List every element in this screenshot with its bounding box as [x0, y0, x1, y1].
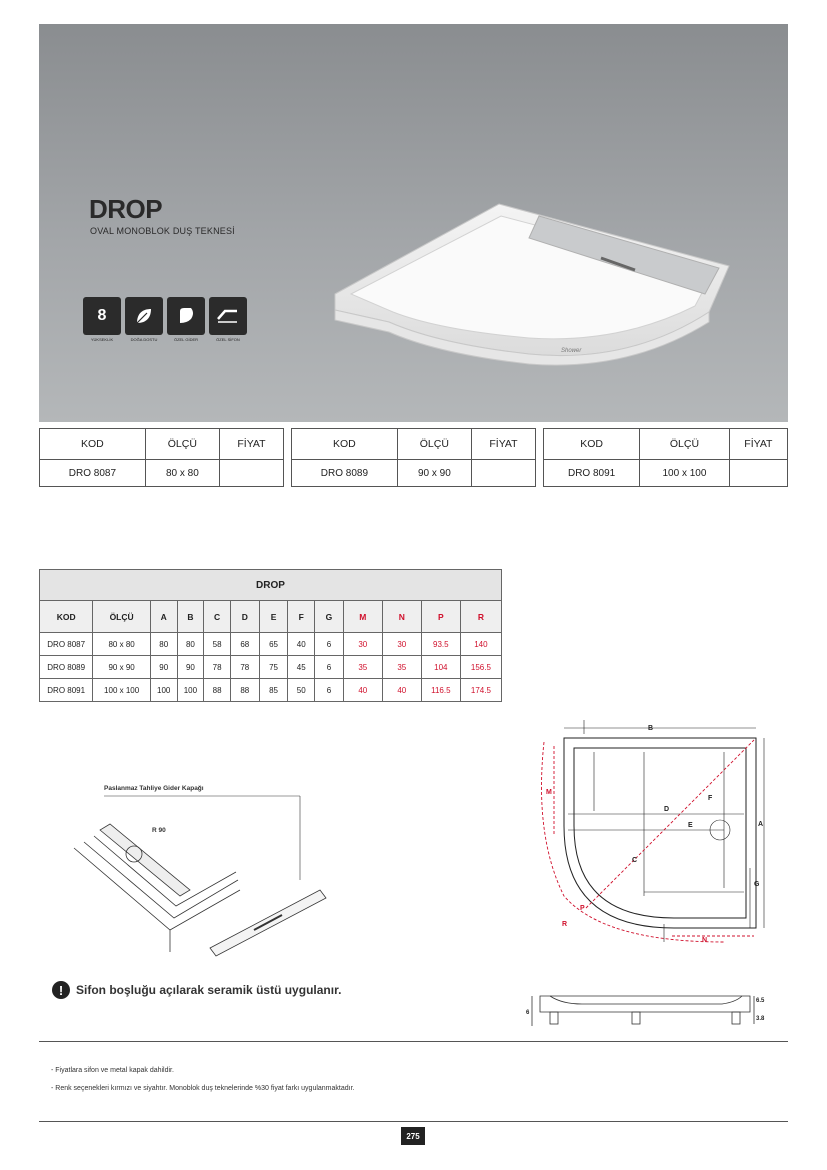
hero-banner	[39, 24, 788, 422]
table-row: DRO 8087 80 x 80 80 80 58 68 65 40 6 30 30 93.5 140	[40, 633, 502, 656]
svg-text:E: E	[688, 822, 693, 829]
dimension-table: DROP KOD ÖLÇÜ A B C D E F G M N P R DRO 8087 80 x 80 80 80 58 68 65 40 6 30 30 93.5 140 DRO 8089 90 x 90 90 90 78 78 75 45 6 35 35 104 156.5 DRO 8091 100 x 100 100 100 88 88 85 50 6 40 40 116.5 174.5	[39, 569, 502, 702]
radius-label: R 90	[152, 827, 166, 834]
badge-height: 8 YÜKSEKLİK	[83, 297, 121, 342]
divider	[39, 1121, 788, 1122]
badge-siphon: ÖZEL SİFON	[209, 297, 247, 342]
page-number: 275	[401, 1127, 425, 1145]
leaf-icon	[125, 297, 163, 335]
table-row: DRO 8089 90 x 90 90 90 78 78 75 45 6 35 35 104 156.5	[40, 656, 502, 679]
svg-text:C: C	[632, 857, 638, 864]
svg-text:P: P	[580, 905, 585, 912]
svg-text:6: 6	[526, 1010, 530, 1016]
badge-drain: ÖZEL GİDER	[167, 297, 205, 342]
price-table-8087: KOD ÖLÇÜ FİYAT DRO 8087 80 x 80	[39, 428, 284, 487]
svg-text:3.8: 3.8	[756, 1016, 765, 1022]
installation-warning: ! Sifon boşluğu açılarak seramik üstü uygulanır.	[52, 981, 341, 999]
flow-icon	[209, 297, 247, 335]
svg-text:B: B	[648, 725, 654, 732]
side-profile-drawing	[522, 986, 765, 1032]
price-table-8089: KOD ÖLÇÜ FİYAT DRO 8089 90 x 90	[291, 428, 536, 487]
table-row: DRO 8091 100 x 100 100 100 88 88 85 50 6 40 40 116.5 174.5	[40, 679, 502, 702]
height-icon: 8	[83, 297, 121, 335]
feature-badges	[83, 297, 247, 342]
svg-text:F: F	[708, 795, 713, 802]
svg-text:D: D	[664, 806, 670, 813]
product-title: DROP	[89, 194, 163, 224]
drain-detail-drawing	[70, 780, 330, 970]
svg-text:A: A	[758, 821, 764, 828]
dimension-table-title: DROP	[40, 570, 502, 601]
badge-eco: DOĞA DOSTU	[125, 297, 163, 342]
shower-tray-image	[329, 194, 749, 384]
svg-text:N: N	[702, 937, 708, 944]
footnote: - Fiyatlara sifon ve metal kapak dahildir.	[51, 1067, 174, 1074]
svg-text:R: R	[562, 921, 568, 928]
exclamation-icon: !	[52, 981, 70, 999]
drain-cover-label: Paslanmaz Tahliye Gider Kapağı	[104, 785, 204, 792]
brand-mark: Shower	[561, 348, 582, 354]
plan-diagram	[524, 716, 774, 946]
divider	[39, 1041, 788, 1042]
drop-icon	[167, 297, 205, 335]
price-table-8091: KOD ÖLÇÜ FİYAT DRO 8091 100 x 100	[543, 428, 788, 487]
svg-text:M: M	[546, 789, 552, 796]
svg-text:6.5: 6.5	[756, 998, 765, 1004]
svg-text:G: G	[754, 881, 760, 888]
footnote: - Renk seçenekleri kırmızı ve siyahtır. Monoblok duş teknelerinde %30 fiyat farkı uygulanmaktadır.	[51, 1085, 355, 1092]
product-subtitle: OVAL MONOBLOK DUŞ TEKNESİ	[90, 226, 235, 236]
